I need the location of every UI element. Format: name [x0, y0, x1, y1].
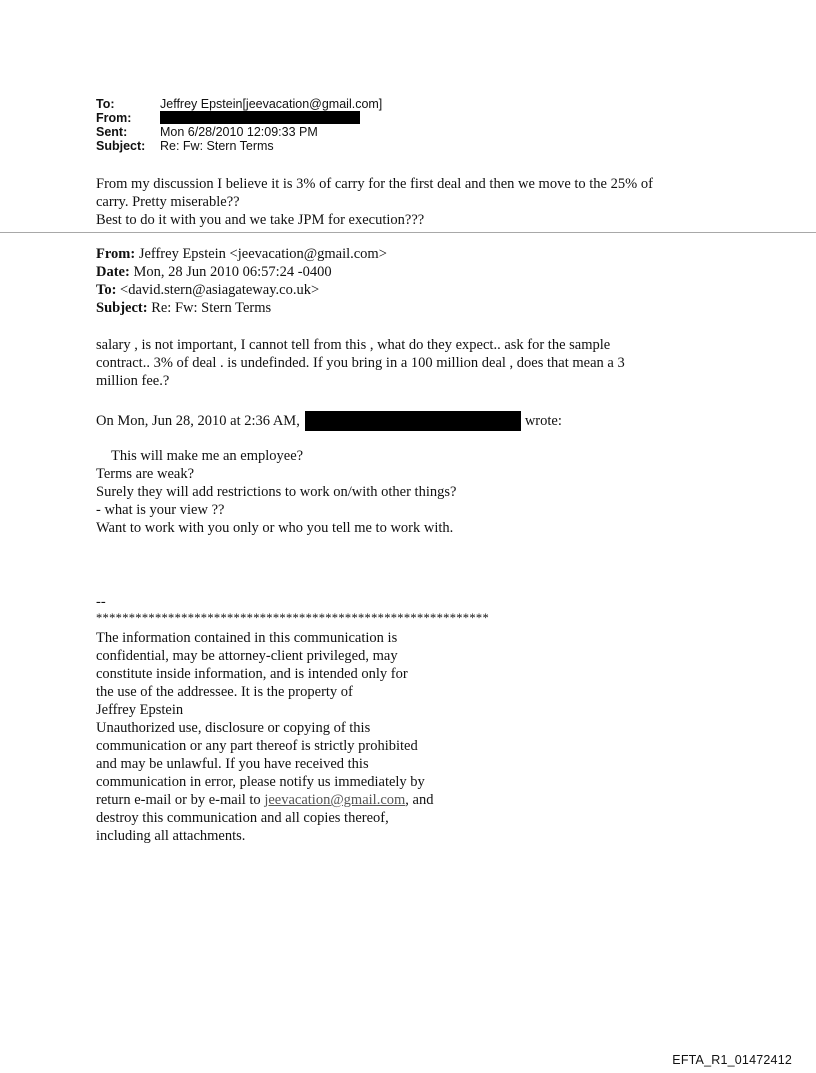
sent-label: Sent: — [96, 125, 128, 139]
original-line: Want to work with you only or who you tell me to work with. — [96, 520, 454, 536]
disclaimer-line: destroy this communication and all copies thereof, — [96, 810, 389, 826]
disclaimer-text: , and — [405, 792, 434, 808]
quoted-date-row — [96, 263, 387, 281]
disclaimer-line: Unauthorized use, disclosure or copying of this — [96, 720, 371, 736]
signature-dashes: -- — [96, 594, 106, 610]
divider — [0, 232, 816, 233]
disclaimer-line: The information contained in this communication is — [96, 630, 398, 646]
disclaimer-line: communication or any part thereof is strictly prohibited — [96, 738, 418, 754]
quoted-to-value: <david.stern@asiagateway.co.uk> — [120, 282, 320, 298]
disclaimer-line: confidential, may be attorney-client privileged, may — [96, 648, 398, 664]
subject-row — [96, 139, 382, 153]
attribution-suffix: wrote: — [524, 413, 562, 429]
redaction-bar — [305, 411, 521, 431]
signature-block — [96, 593, 489, 845]
signature-stars: ************************************************************ — [96, 611, 489, 625]
to-label: To: — [96, 97, 115, 111]
disclaimer-line: Jeffrey Epstein — [96, 702, 184, 718]
quoted-date-value: Mon, 28 Jun 2010 06:57:24 -0400 — [133, 264, 332, 280]
reply-line: From my discussion I believe it is 3% of carry for the first deal and then we move to the 25% of — [96, 176, 653, 192]
quoted-subject-label: Subject: — [96, 300, 148, 316]
disclaimer-line — [96, 791, 489, 809]
disclaimer-line: the use of the addressee. It is the property of — [96, 684, 353, 700]
subject-value: Re: Fw: Stern Terms — [160, 139, 274, 153]
quoted-date-label: Date: — [96, 264, 130, 280]
quoted-to-row — [96, 281, 387, 299]
original-line: Terms are weak? — [96, 466, 195, 482]
original-line: Surely they will add restrictions to work on/with other things? — [96, 484, 457, 500]
original-message — [96, 447, 456, 537]
disclaimer-line: and may be unlawful. If you have received this — [96, 756, 369, 772]
to-value: Jeffrey Epstein[jeevacation@gmail.com] — [160, 97, 383, 111]
quoted-subject-row — [96, 299, 387, 317]
sent-row — [96, 125, 382, 139]
disclaimer-line: constitute inside information, and is intended only for — [96, 666, 408, 682]
disclaimer-line: including all attachments. — [96, 828, 246, 844]
quoted-line: salary , is not important, I cannot tell from this , what do they expect.. ask for the sample — [96, 337, 611, 353]
disclaimer-text: return e-mail or by e-mail to — [96, 792, 261, 808]
reply-body — [96, 175, 653, 229]
reply-line: carry. Pretty miserable?? — [96, 194, 240, 210]
from-row — [96, 111, 382, 125]
original-line: - what is your view ?? — [96, 502, 225, 518]
quoted-line: million fee.? — [96, 373, 170, 389]
original-line: This will make me an employee? — [111, 448, 304, 464]
quoted-body — [96, 336, 625, 390]
bates-number: EFTA_R1_01472412 — [672, 1053, 792, 1067]
attribution-line — [96, 411, 562, 431]
to-row — [96, 97, 382, 111]
email-header — [96, 97, 382, 153]
quoted-subject-value: Re: Fw: Stern Terms — [151, 300, 272, 316]
quoted-header — [96, 245, 387, 317]
from-label: From: — [96, 111, 132, 125]
attribution-prefix: On Mon, Jun 28, 2010 at 2:36 AM, — [96, 413, 300, 429]
quoted-from-value: Jeffrey Epstein <jeevacation@gmail.com> — [138, 246, 387, 262]
quoted-to-label: To: — [96, 282, 117, 298]
disclaimer-line: communication in error, please notify us immediately by — [96, 774, 425, 790]
quoted-line: contract.. 3% of deal . is undefinded. If you bring in a 100 million deal , does that mean a 3 — [96, 355, 625, 371]
sent-value: Mon 6/28/2010 12:09:33 PM — [160, 125, 318, 139]
quoted-from-row — [96, 245, 387, 263]
email-link[interactable]: jeevacation@gmail.com — [264, 792, 406, 808]
reply-line: Best to do it with you and we take JPM for execution??? — [96, 212, 425, 228]
redaction-bar — [160, 111, 360, 124]
quoted-from-label: From: — [96, 246, 136, 262]
subject-label: Subject: — [96, 139, 146, 153]
